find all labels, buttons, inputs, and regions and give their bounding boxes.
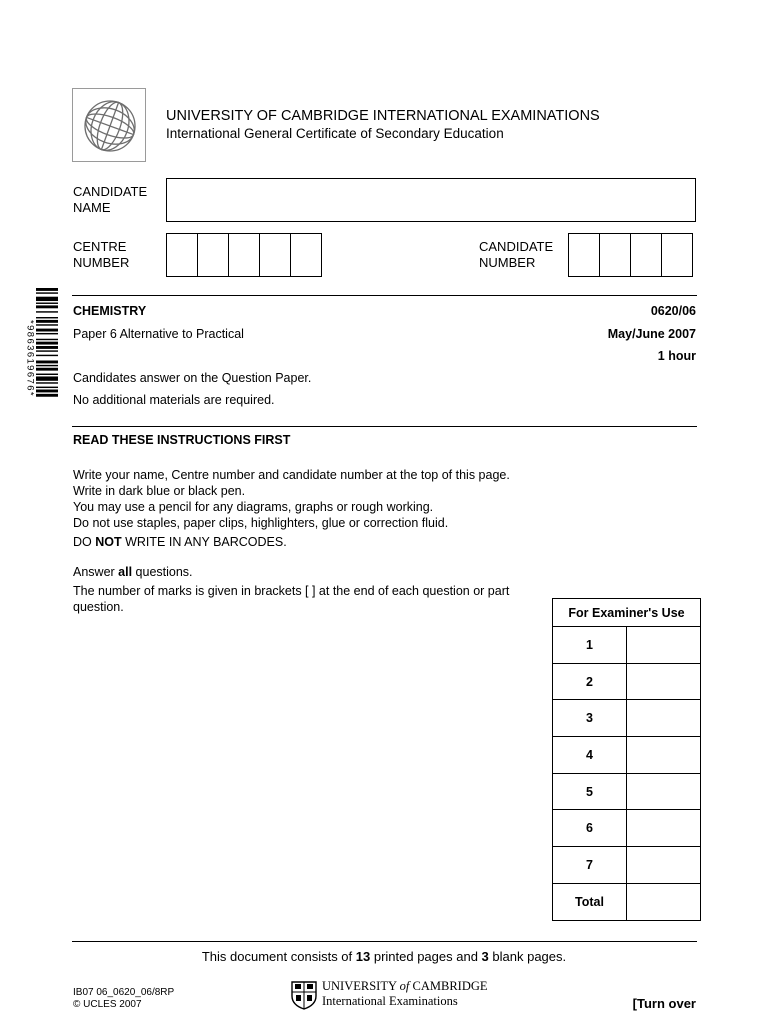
barcode-bar bbox=[36, 342, 58, 345]
question-number: 6 bbox=[553, 810, 627, 847]
page-count-note: This document consists of 13 printed pages and 3 blank pages. bbox=[201, 949, 567, 964]
question-number: 1 bbox=[553, 627, 627, 664]
instruction-line: Do not use staples, paper clips, highlighters, glue or correction fluid. bbox=[73, 516, 449, 530]
question-number: 7 bbox=[553, 847, 627, 884]
exam-session: May/June 2007 bbox=[607, 327, 696, 341]
candidate-number-cell[interactable] bbox=[599, 233, 631, 277]
barcode-text: *9863619676* bbox=[24, 319, 36, 398]
barcode-bar bbox=[36, 297, 58, 301]
examiners-use-table bbox=[552, 598, 701, 921]
total-label: Total bbox=[553, 883, 627, 920]
cambridge-logo bbox=[72, 88, 146, 162]
total-mark-cell[interactable] bbox=[627, 883, 701, 920]
centre-number-cell[interactable] bbox=[228, 233, 260, 277]
question-number: 4 bbox=[553, 737, 627, 774]
reference-code: IB07 06_0620_06/8RP bbox=[73, 987, 175, 998]
barcode-bar bbox=[36, 305, 58, 308]
mark-cell[interactable] bbox=[627, 627, 701, 664]
candidate-number-cell[interactable] bbox=[568, 233, 600, 277]
instruction-line: question. bbox=[73, 600, 124, 614]
instructions-list bbox=[73, 467, 510, 615]
barcode-bar bbox=[36, 374, 58, 375]
instructions-heading: READ THESE INSTRUCTIONS FIRST bbox=[73, 433, 291, 447]
barcode-bar bbox=[36, 365, 58, 366]
candidate-number-field[interactable] bbox=[568, 233, 693, 277]
barcode-bar bbox=[36, 361, 58, 364]
candidate-name-field[interactable] bbox=[166, 178, 696, 222]
table-row bbox=[553, 847, 701, 884]
question-number: 3 bbox=[553, 700, 627, 737]
mark-cell[interactable] bbox=[627, 810, 701, 847]
barcode-bar bbox=[36, 376, 58, 380]
instruction-line: DO NOT WRITE IN ANY BARCODES. bbox=[73, 535, 287, 549]
barcode-bar bbox=[36, 324, 58, 325]
table-row bbox=[553, 773, 701, 810]
table-row bbox=[553, 700, 701, 737]
instruction-line: The number of marks is given in brackets [ ] at the end of each question or part bbox=[73, 584, 510, 598]
table-row bbox=[553, 627, 701, 664]
table-row bbox=[553, 810, 701, 847]
question-number: 5 bbox=[553, 773, 627, 810]
centre-number-field[interactable] bbox=[166, 233, 322, 277]
divider bbox=[72, 941, 697, 942]
barcode-bar bbox=[36, 288, 58, 291]
globe-icon bbox=[81, 97, 139, 155]
centre-number-cell[interactable] bbox=[166, 233, 198, 277]
centre-number-label: CENTRE NUMBER bbox=[73, 239, 130, 270]
paper-title: Paper 6 Alternative to Practical bbox=[73, 327, 244, 341]
barcode-bar bbox=[36, 350, 58, 351]
mark-cell[interactable] bbox=[627, 773, 701, 810]
barcode-bar bbox=[36, 368, 58, 371]
barcode-bar bbox=[36, 333, 58, 334]
table-row bbox=[553, 737, 701, 774]
org-subtitle: International General Certificate of Secondary Education bbox=[166, 126, 504, 141]
answer-note: Candidates answer on the Question Paper. bbox=[73, 371, 312, 385]
instruction-line: You may use a pencil for any diagrams, graphs or rough working. bbox=[73, 500, 434, 514]
instruction-line: Write your name, Centre number and candidate number at the top of this page. bbox=[73, 468, 510, 482]
centre-number-cell[interactable] bbox=[197, 233, 229, 277]
barcode-bar bbox=[36, 317, 58, 318]
barcode-bar bbox=[36, 390, 58, 393]
turn-over: [Turn over bbox=[632, 996, 696, 1011]
table-row bbox=[553, 663, 701, 700]
barcode-bar bbox=[36, 346, 58, 349]
barcode-bar bbox=[36, 382, 58, 383]
barcode-bar bbox=[36, 311, 58, 312]
barcode-bar bbox=[36, 303, 58, 304]
crest-icon bbox=[290, 980, 318, 1013]
mark-cell[interactable] bbox=[627, 737, 701, 774]
barcode-bar bbox=[36, 387, 58, 388]
instruction-line: Write in dark blue or black pen. bbox=[73, 484, 246, 498]
duration: 1 hour bbox=[657, 349, 696, 363]
paper-code: 0620/06 bbox=[650, 304, 696, 318]
barcode-bar bbox=[36, 320, 58, 323]
org-title: UNIVERSITY OF CAMBRIDGE INTERNATIONAL EXAMINATIONS bbox=[166, 108, 600, 124]
table-row bbox=[553, 883, 701, 920]
examiners-use-heading: For Examiner's Use bbox=[553, 599, 701, 627]
barcode-bar bbox=[36, 292, 58, 293]
subject: CHEMISTRY bbox=[73, 304, 147, 318]
centre-number-cell[interactable] bbox=[259, 233, 291, 277]
barcode-bar bbox=[36, 355, 58, 356]
divider bbox=[72, 295, 697, 296]
mark-cell[interactable] bbox=[627, 847, 701, 884]
centre-number-cell[interactable] bbox=[290, 233, 322, 277]
mark-cell[interactable] bbox=[627, 663, 701, 700]
candidate-number-cell[interactable] bbox=[630, 233, 662, 277]
barcode-bar bbox=[36, 339, 58, 340]
barcode bbox=[22, 288, 62, 434]
candidate-number-cell[interactable] bbox=[661, 233, 693, 277]
mark-cell[interactable] bbox=[627, 700, 701, 737]
instruction-line: Answer all questions. bbox=[73, 565, 193, 579]
divider bbox=[72, 426, 697, 427]
barcode-bar bbox=[36, 394, 58, 397]
materials-note: No additional materials are required. bbox=[73, 393, 275, 407]
ucles-wordmark: UNIVERSITY of CAMBRIDGE International Examinations bbox=[322, 979, 488, 1008]
candidate-name-label: CANDIDATE NAME bbox=[73, 184, 148, 215]
copyright: © UCLES 2007 bbox=[73, 999, 142, 1010]
barcode-bar bbox=[36, 329, 58, 332]
candidate-number-label: CANDIDATE NUMBER bbox=[479, 239, 554, 270]
question-number: 2 bbox=[553, 663, 627, 700]
